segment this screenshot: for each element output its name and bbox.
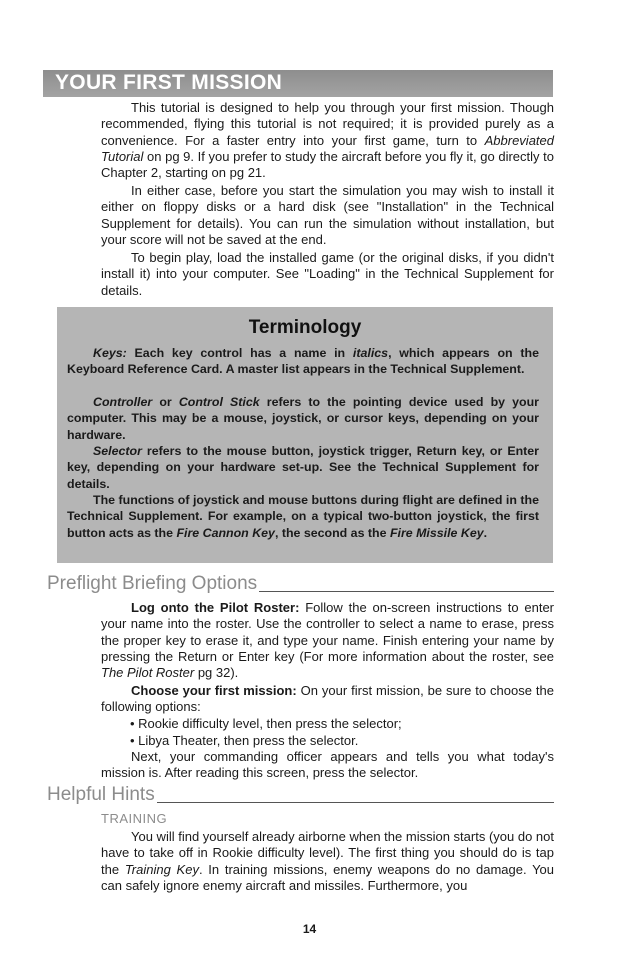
intro-paragraph-3: To begin play, load the installed game (or the original disks, if you didn't install it) into your computer. See "Loading" in the Technical Supplement for details.: [101, 250, 554, 298]
preflight-section-header: [47, 573, 554, 595]
bullet-item: • Libya Theater, then press the selector.: [130, 733, 359, 748]
terminology-buttons: The functions of joystick and mouse buttons during flight are defined in the Technical Supplement. For example, on a typical two-button joystick, the first button acts as the Fire Cannon Key, the second as the Fire Missile Key.: [67, 493, 539, 540]
chapter-title: YOUR FIRST MISSION: [55, 71, 283, 94]
preflight-paragraph-roster: Log onto the Pilot Roster: Follow the on-screen instructions to enter your name into the roster. Use the controller to select a name to erase, press the proper key to erase it, and type your name. Finish entering your name by pressing the Return or Enter key (For more information about the roster, see The Pilot Roster pg 32).: [101, 600, 554, 681]
preflight-heading: Preflight Briefing Options: [47, 573, 258, 594]
preflight-paragraph-mission: Choose your first mission: On your first mission, be sure to choose the following options:: [101, 683, 554, 715]
bullet-item: • Rookie difficulty level, then press the selector;: [130, 716, 402, 731]
terminology-title: Terminology: [248, 317, 362, 338]
terminology-box: [57, 307, 553, 563]
hints-section-header: [47, 784, 554, 806]
intro-paragraph-1: This tutorial is designed to help you through your first mission. Though recommended, flying this tutorial is not required; it is provided purely as a convenience. For a faster entry into your first game, turn to Abbreviated Tutorial on pg 9. If you prefer to study the aircraft before you fly it, go directly to Chapter 2, starting on pg 21.: [101, 100, 554, 181]
chapter-banner: [43, 70, 553, 97]
terminology-keys: Keys: Each key control has a name in italics, which appears on the Keyboard Reference Card. A master list appears in the Technical Supplement.: [67, 346, 539, 377]
training-subheading: TRAINING: [101, 811, 168, 826]
intro-paragraph-2: In either case, before you start the simulation you may wish to install it either on floppy disks or a hard disk (see "Installation" in the Technical Supplement for details). You can run the simulation without installation, but your score will not be saved at the end.: [101, 183, 554, 247]
hints-heading: Helpful Hints: [47, 784, 155, 805]
page-number: 14: [302, 922, 317, 936]
terminology-selector: Selector refers to the mouse button, joystick trigger, Return key, or Enter key, depending on your hardware set-up. See the Technical Supplement for details.: [67, 444, 539, 491]
preflight-paragraph-officer: Next, your commanding officer appears and tells you what today's mission is. After reading this screen, press the selector.: [101, 749, 554, 781]
training-paragraph: You will find yourself already airborne when the mission starts (you do not have to take off in Rookie difficulty level). The first thing you should do is tap the Training Key. In training missions, enemy weapons do no damage. You can safely ignore enemy aircraft and missiles. Furthermore, you: [101, 829, 555, 893]
terminology-controller: Controller or Control Stick refers to the pointing device used by your computer. This may be a mouse, joystick, or cursor keys, depending on your hardware.: [67, 395, 539, 442]
